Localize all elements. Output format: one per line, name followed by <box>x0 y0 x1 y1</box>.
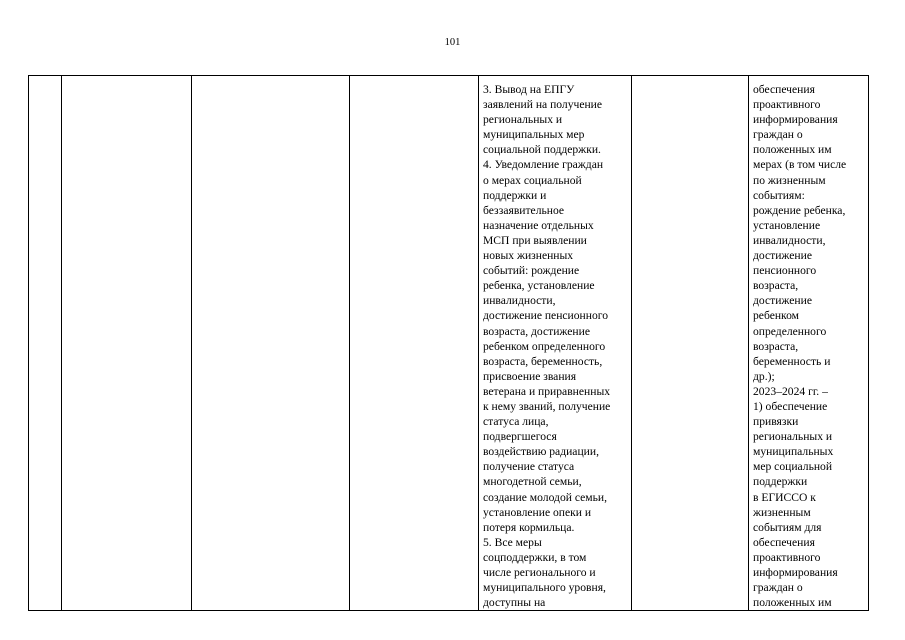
text-line: установление <box>753 218 821 232</box>
text-line: пенсионного <box>753 264 817 278</box>
text-line: возраста, беременность, <box>483 354 603 368</box>
text-line: рождение ребенка, <box>753 203 846 217</box>
text-line: граждан о <box>753 128 803 142</box>
text-line: соцподдержки, в том <box>483 550 587 564</box>
text-line: подвергшегося <box>483 430 557 444</box>
text-line: муниципального уровня, <box>483 581 606 595</box>
text-line: достижение <box>753 249 812 263</box>
text-line: жизненным <box>753 505 811 519</box>
text-line: муниципальных <box>753 445 834 459</box>
text-line: мер социальной <box>753 460 833 474</box>
text-line: информирования <box>753 113 838 127</box>
document-table <box>28 75 869 611</box>
text-line: статуса лица, <box>483 415 549 429</box>
text-line: событий: рождение <box>483 264 580 278</box>
text-line: беззаявительное <box>483 203 565 217</box>
text-line: возраста, достижение <box>483 324 590 338</box>
text-line: муниципальных мер <box>483 128 585 142</box>
text-line: заявлений на получение <box>483 98 603 112</box>
text-line: поддержки и <box>483 188 547 202</box>
text-line: получение статуса <box>483 460 575 474</box>
text-line: событиям: <box>753 188 805 202</box>
text-line: 5. Все меры <box>483 535 542 549</box>
table-row <box>29 76 869 611</box>
text-line: установление опеки и <box>483 505 592 519</box>
text-line: воздействию радиации, <box>483 445 599 459</box>
text-line: доступны на <box>483 596 546 610</box>
text-line: проактивного <box>753 550 821 564</box>
text-line: поддержки <box>753 475 808 489</box>
text-line: региональных и <box>483 113 563 127</box>
text-line: создание молодой семьи, <box>483 490 607 504</box>
text-line: определенного <box>753 324 827 338</box>
text-line: МСП при выявлении <box>483 233 587 247</box>
text-line: достижение <box>753 294 812 308</box>
text-line: потеря кормильца. <box>483 520 575 534</box>
text-line: 1) обеспечение <box>753 399 828 413</box>
text-line: возраста, <box>753 279 799 293</box>
text-line: граждан о <box>753 581 803 595</box>
table-cell-col6 <box>632 76 749 611</box>
text-line: проактивного <box>753 98 821 112</box>
text-line: к нему званий, получение <box>483 399 611 413</box>
text-line: 2023–2024 гг. – <box>753 384 828 398</box>
text-line: информирования <box>753 566 838 579</box>
text-line: возраста, <box>753 339 799 353</box>
page-number: 101 <box>444 37 461 48</box>
table-cell-col7 <box>749 76 869 611</box>
text-line: мерах (в том числе <box>753 158 847 172</box>
text-line: событиям для <box>753 520 822 534</box>
text-line: 3. Вывод на ЕПГУ <box>483 83 575 96</box>
text-line: числе регионального и <box>483 566 596 579</box>
text-line: ребенком определенного <box>483 339 606 353</box>
text-line: достижение пенсионного <box>483 309 609 323</box>
text-line: положенных им <box>753 596 832 610</box>
text-line: многодетной семьи, <box>483 475 582 489</box>
table-cell-col1 <box>29 76 62 611</box>
text-line: назначение отдельных <box>483 218 594 232</box>
table-cell-col4 <box>350 76 479 611</box>
measures-description-text <box>479 76 631 610</box>
results-description-text <box>749 76 868 610</box>
text-line: ребенка, установление <box>483 279 595 293</box>
text-line: инвалидности, <box>483 294 556 308</box>
text-line: в ЕГИССО к <box>753 490 816 504</box>
text-line: присвоение звания <box>483 369 577 383</box>
text-line: привязки <box>753 415 799 429</box>
text-line: социальной поддержки. <box>483 143 601 157</box>
text-line: др.); <box>753 369 775 383</box>
table-cell-col3 <box>192 76 350 611</box>
text-line: о мерах социальной <box>483 173 582 187</box>
text-line: обеспечения <box>753 83 815 96</box>
text-line: по жизненным <box>753 173 826 187</box>
text-line: 4. Уведомление граждан <box>483 158 604 172</box>
text-line: новых жизненных <box>483 249 574 263</box>
text-line: беременность и <box>753 354 831 368</box>
text-line: региональных и <box>753 430 833 444</box>
text-line: положенных им <box>753 143 832 157</box>
table-cell-col2 <box>62 76 192 611</box>
text-line: обеспечения <box>753 535 815 549</box>
text-line: инвалидности, <box>753 233 826 247</box>
table-cell-col5 <box>479 76 632 611</box>
text-line: ребенком <box>753 309 799 323</box>
text-line: ветерана и приравненных <box>483 384 611 398</box>
